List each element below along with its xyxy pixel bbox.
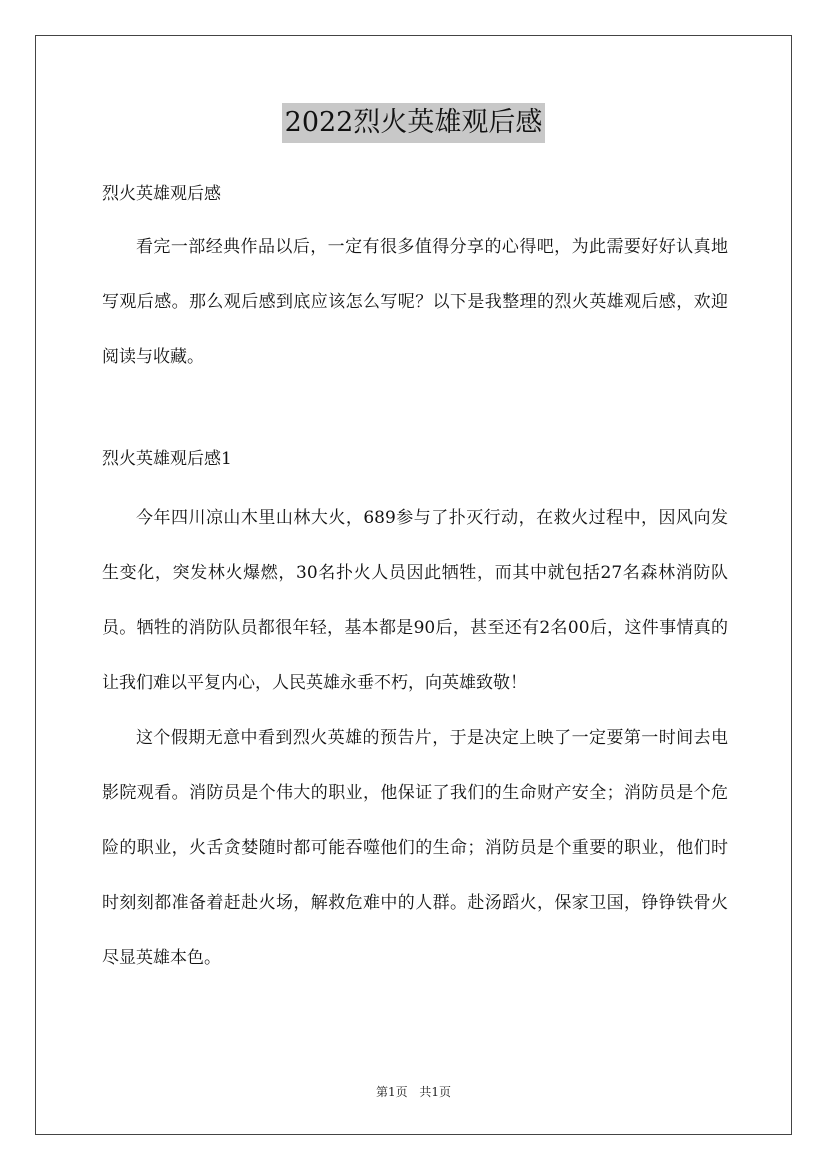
page-total: 共1页	[419, 1085, 452, 1099]
document-body	[102, 170, 728, 986]
page-footer	[0, 1083, 827, 1100]
intro-paragraph: 看完一部经典作品以后，一定有很多值得分享的心得吧，为此需要好好认真地写观后感。那么观后感到底应该怎么写呢？以下是我整理的烈火英雄观后感，欢迎阅读与收藏。	[102, 237, 728, 367]
section-heading: 烈火英雄观后感1	[102, 449, 232, 469]
body-paragraph: 今年四川凉山木里山林大火，689参与了扑灭行动，在救火过程中，因风向发生变化，突发林火爆燃，30名扑火人员因此牺牲，而其中就包括27名森林消防队员。牺牲的消防队员都很年轻，基本都是90后，甚至还有2名00后，这件事情真的让我们难以平复内心，人民英雄永垂不朽，向英雄致敬！	[102, 508, 728, 693]
subtitle: 烈火英雄观后感	[102, 184, 221, 204]
title-container	[0, 103, 827, 143]
document-title: 2022烈火英雄观后感	[282, 103, 546, 143]
page-number: 第1页	[375, 1085, 408, 1099]
body-paragraph: 这个假期无意中看到烈火英雄的预告片，于是决定上映了一定要第一时间去电影院观看。消防员是个伟大的职业，他保证了我们的生命财产安全；消防员是个危险的职业，火舌贪婪随时都可能吞噬他们的生命；消防员是个重要的职业，他们时时刻刻都准备着赶赴火场，解救危难中的人群。赴汤蹈火，保家卫国，铮铮铁骨火尽显英雄本色。	[102, 728, 728, 968]
